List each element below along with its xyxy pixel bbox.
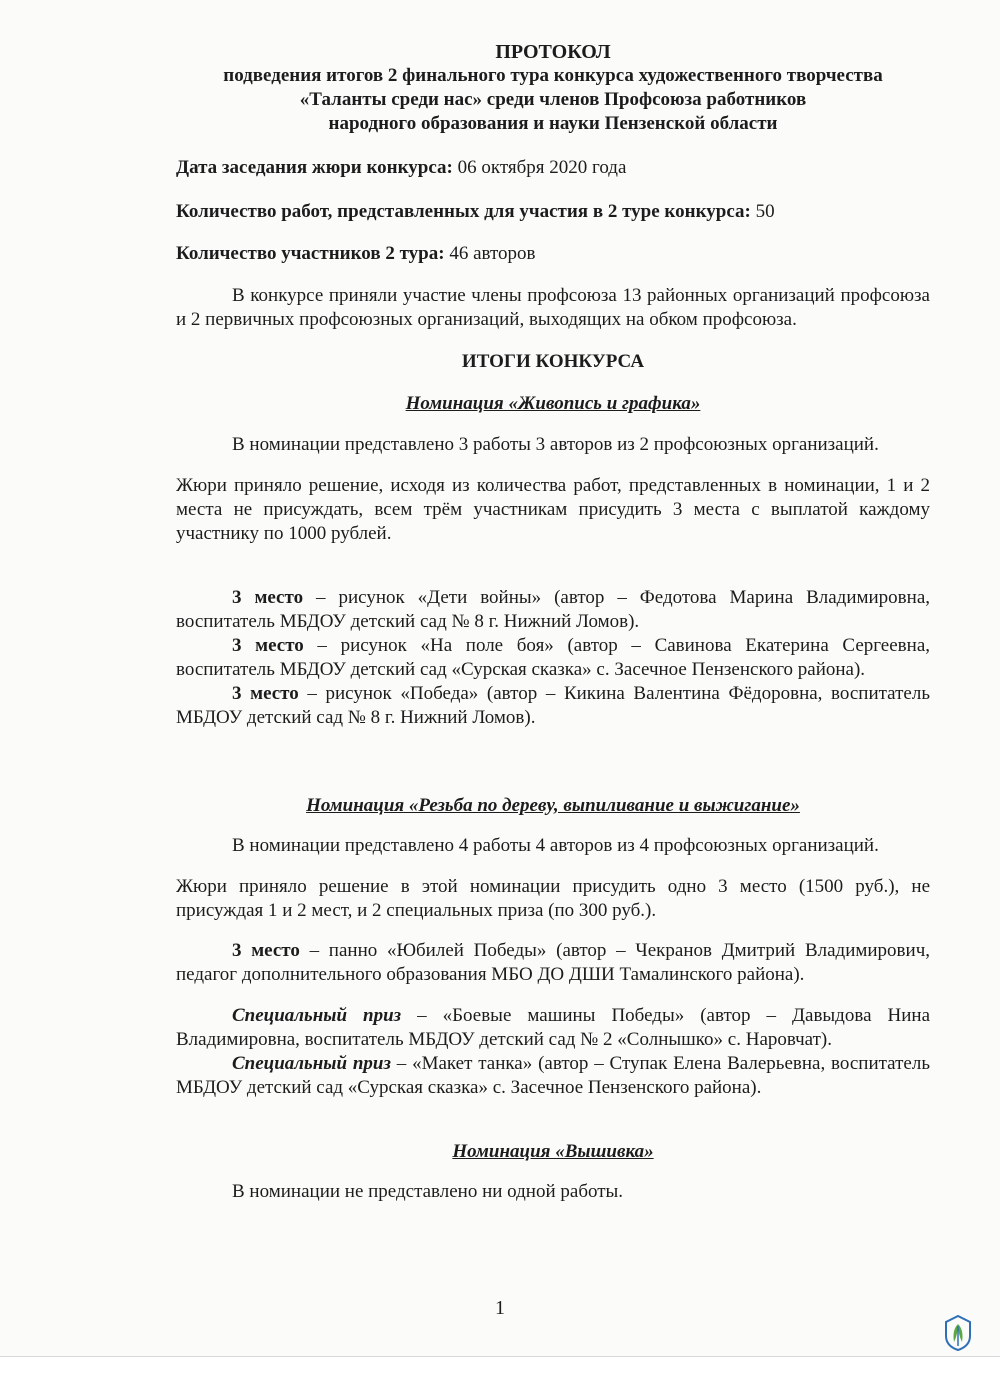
award-text: – рисунок «Дети войны» (автор – Федотова Марина Владимировна, воспитатель МБДОУ детский сад № 8 г. Нижний Ломов). (176, 587, 931, 632)
award-place-label: 3 место (232, 683, 299, 704)
award-text: – рисунок «Победа» (автор – Кикина Валентина Фёдоровна, воспитатель МБДОУ детский сад № 8 г. Нижний Ломов). (176, 683, 930, 728)
meeting-date-value: 06 октября 2020 года (452, 157, 627, 178)
meeting-date-label: Дата заседания жюри конкурса: (176, 157, 453, 178)
participants-count-value: 46 авторов (444, 243, 536, 264)
nomination-title: Номинация «Вышивка» (452, 1141, 654, 1162)
special-award-label: Специальный приз (232, 1005, 402, 1026)
works-count-label: Количество работ, представленных для участия в 2 туре конкурса: (176, 201, 751, 222)
document-title: ПРОТОКОЛ (495, 41, 611, 63)
results-heading: ИТОГИ КОНКУРСА (461, 351, 645, 372)
award-place-label: 3 место (232, 587, 304, 608)
award-text: – панно «Юбилей Победы» (автор – Чекранов Дмитрий Владимирович, педагог дополнительного образования МБО ДО ДШИ Тамалинского района). (176, 940, 930, 985)
special-award-entry (176, 1052, 930, 1100)
nomination-title: Номинация «Резьба по дереву, выпиливание и выжигание» (306, 795, 800, 816)
participants-count-label: Количество участников 2 тура: (176, 243, 445, 264)
document-subtitle-line: подведения итогов 2 финального тура конкурса художественного творчества (223, 65, 883, 86)
document-body (176, 40, 930, 1204)
nomination-summary: В номинации не представлено ни одной работы. (232, 1181, 624, 1202)
meeting-date (176, 156, 930, 180)
award-entry (176, 682, 930, 730)
award-entry (176, 586, 930, 634)
award-entry (176, 939, 930, 987)
nomination-summary: В номинации представлено 3 работы 3 авторов из 2 профсоюзных организаций. (232, 434, 879, 455)
special-award-entry (176, 1004, 930, 1052)
award-text: – рисунок «На поле боя» (автор – Савинова Екатерина Сергеевна, воспитатель МБДОУ детский сад «Сурская сказка» с. Засечное Пензенского района). (176, 635, 930, 680)
works-count (176, 200, 930, 224)
participants-count (176, 242, 930, 266)
nomination-summary: В номинации представлено 4 работы 4 авторов из 4 профсоюзных организаций. (232, 835, 879, 856)
intro-paragraph: В конкурсе приняли участие члены профсоюза 13 районных организаций профсоюза и 2 первичных профсоюзных организаций, выходящих на обком профсоюза. (176, 285, 930, 330)
document-subtitle-line: «Таланты среди нас» среди членов Профсоюза работников (299, 89, 807, 110)
jury-decision: Жюри приняло решение, исходя из количества работ, представленных в номинации, 1 и 2 места не присуждать, всем трём участникам присудить 3 места с выплатой каждому участнику по 1000 рублей. (176, 475, 930, 544)
works-count-value: 50 (750, 201, 775, 222)
award-text: – «Макет танка» (автор – Ступак Елена Валерьевна, воспитатель МБДОУ детский сад «Сурская сказка» с. Засечное Пензенского района). (176, 1053, 930, 1098)
page-number: 1 (495, 1297, 505, 1319)
union-logo-icon (942, 1312, 974, 1352)
page-bottom-edge (0, 1356, 1000, 1377)
award-text: – «Боевые машины Победы» (автор – Давыдова Нина Владимировна, воспитатель МБДОУ детский сад № 2 «Солнышко» с. Наровчат). (176, 1005, 931, 1050)
award-place-label: 3 место (232, 635, 304, 656)
document-subtitle-line: народного образования и науки Пензенской области (328, 113, 778, 134)
award-entry (176, 634, 930, 682)
jury-decision: Жюри приняло решение в этой номинации присудить одно 3 место (1500 руб.), не присуждая 1 и 2 мест, и 2 специальных приза (по 300 руб.). (176, 876, 930, 921)
award-place-label: 3 место (232, 940, 300, 961)
nomination-title: Номинация «Живопись и графика» (405, 393, 701, 414)
special-award-label: Специальный приз (232, 1053, 391, 1074)
